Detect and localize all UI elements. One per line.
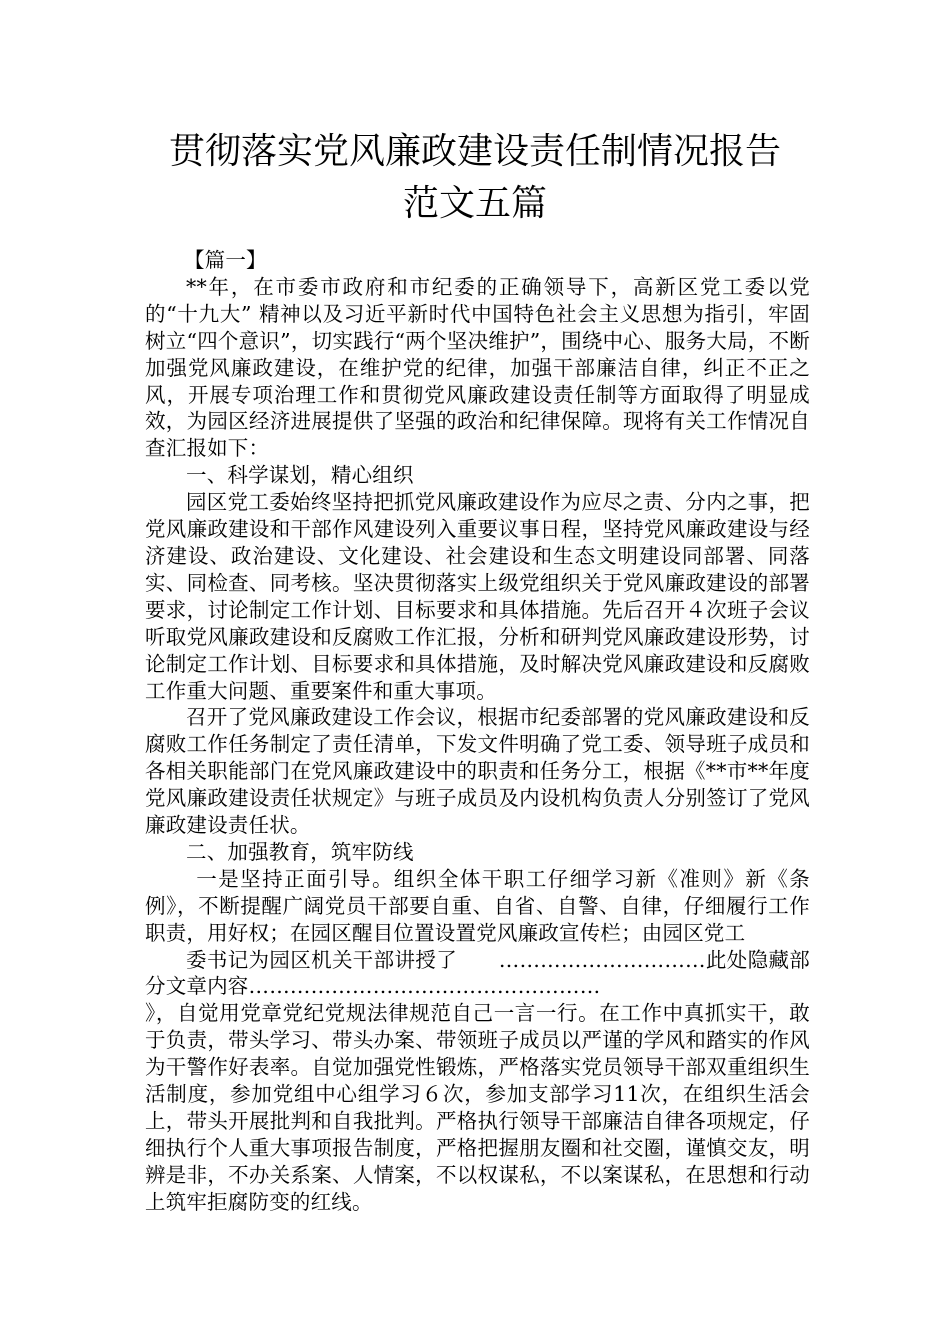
paragraph-2: 召开了党风廉政建设工作会议，根据市纪委部署的党风廉政建设和反腐败工作任务制定了责任清单，下发文件明确了党工委、领导班子成员和各相关职能部门在党风廉政建设中的职责和任务分工，根据《**市**年度党风廉政建设责任状规定》与班子成员及内设机构负责人分别签订了党风廉政建设责任状。 [145, 705, 810, 838]
section-heading-1: 一、科学谋划，精心组织 [186, 463, 414, 488]
title-line-1: 贯彻落实党风廉政建设责任制情况报告 [168, 131, 781, 172]
section-heading-2: 二、加强教育，筑牢防线 [186, 839, 414, 864]
paragraph-4-hidden-notice: 委书记为园区机关干部讲授了 …………………………此处隐藏部分文章内容…………………………………………… [145, 947, 810, 999]
document-body [145, 247, 810, 1216]
intro-paragraph: **年，在市委市政府和市纪委的正确领导下，高新区党工委以党的“十九大” 精神以及习近平新时代中国特色社会主义思想为指引，牢固树立“四个意识”，切实践行“两个坚决维护”，围绕中心、服务大局，不断加强党风廉政建设，在维护党的纪律，加强干部廉洁自律，纠正不正之风，开展专项治理工作和贯彻党风廉政建设责任制等方面取得了明显成效，为园区经济进展提供了坚强的政治和纪律保障。现将有关工作情况自查汇报如下： [145, 274, 810, 461]
paragraph-1: 园区党工委始终坚持把抓党风廉政建设作为应尽之责、分内之事，把党风廉政建设和干部作风建设列入重要议事日程，坚持党风廉政建设与经济建设、政治建设、文化建设、社会建设和生态文明建设同部署、同落实、同检查、同考核。坚决贯彻落实上级党组织关于党风廉政建设的部署要求，讨论制定工作计划、目标要求和具体措施。先后召开４次班子会议听取党风廉政建设和反腐败工作汇报，分析和研判党风廉政建设形势，讨论制定工作计划、目标要求和具体措施，及时解决党风廉政建设和反腐败工作重大问题、重要案件和重大事项。 [145, 490, 810, 703]
section-tag: 【篇一】 [183, 248, 267, 272]
title-line-2: 范文五篇 [402, 183, 547, 224]
document-title [100, 126, 850, 230]
paragraph-5: 》，自觉用党章党纪党规法律规范自己一言一行。在工作中真抓实干，敢于负责，带头学习、带头办案、带领班子成员以严谨的学风和踏实的作风为干警作好表率。自觉加强党性锻炼，严格落实党员领导干部双重组织生活制度，参加党组中心组学习６次，参加支部学习11次，在组织生活会上，带头开展批判和自我批判。严格执行领导干部廉洁自律各项规定，仔细执行个人重大事项报告制度，严格把握朋友圈和社交圈，谨慎交友，明辨是非，不办关系案、人情案，不以权谋私，不以案谋私，在思想和行动上筑牢拒腐防变的红线。 [145, 1001, 810, 1214]
paragraph-3: 一是坚持正面引导。组织全体干职工仔细学习新《准则》新《条例》，不断提醒广阔党员干部要自重、自省、自警、自律，仔细履行工作职责，用好权；在园区醒目位置设置党风廉政宣传栏；由园区党工 [145, 866, 810, 945]
